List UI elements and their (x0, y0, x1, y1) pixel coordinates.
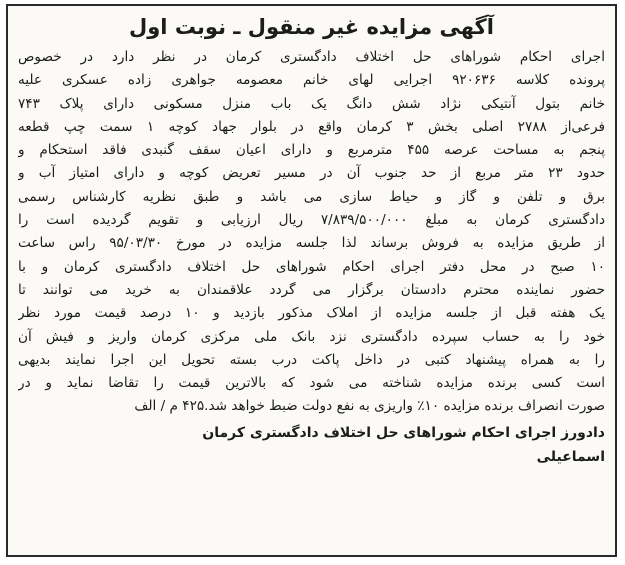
notice-line: دادگستری کرمان به مبلغ ۷/۸۳۹/۵۰۰/۰۰۰ ریال ارزیابی و تقویم گردیده است را (18, 212, 605, 229)
signer-name: اسماعیلی (536, 448, 605, 465)
notice-line: فرعی‌از ۲۷۸۸ اصلی بخش ۳ کرمان واقع در بلوار جهاد کوچه ۱ سمت چپ قطعه (18, 118, 605, 135)
notice-line: پنجم به مساحت عرصه ۴۵۵ مترمربع و دارای اعیان سقف گنبدی فاقد استحکام و (18, 142, 605, 159)
notice-body (8, 46, 615, 419)
notice-line: پرونده کلاسه ۹۲۰۶۳۶ اجرایی لهای خانم معصومه جواهری زاده عسکری علیه (18, 72, 605, 89)
notice-line: حضور نماینده محترم دادستان برگزار می گردد علاقمندان به خرید می توانند تا (18, 281, 605, 298)
notice-line: است کسی برنده مزایده شناخته می شود که بالاترین قیمت را تقاضا نماید و در (18, 375, 605, 392)
notice-line: یک هفته قبل از جلسه مزایده از املاک مذکور بازدید و ۱۰ درصد قیمت مورد نظر (18, 305, 605, 322)
notice-line: خود را به حساب سپرده دادگستری نزد بانک ملی مرکزی کرمان واریز و فیش آن (18, 328, 605, 345)
notice-line: صورت انصراف برنده مزایده ۱۰٪ واریزی به نفع دولت ضبط خواهد شد.۴۲۵ م / الف (134, 398, 605, 415)
notice-line: برق و تلفن و گاز و حیاط سازی می باشد و طبق نظریه کارشناس رسمی (18, 188, 605, 205)
notice-line: از طریق مزایده به فروش برساند لذا جلسه مزایده در مورخ ۹۵/۰۳/۳۰ راس ساعت (18, 235, 605, 252)
notice-line: اجرای احکام شوراهای حل اختلاف دادگستری کرمان در نظر دارد در خصوص (18, 49, 605, 65)
notice-line: خانم بتول آنتیکی نژاد شش دانگ یک باب منزل مسکونی دارای پلاک ۷۴۳ (18, 95, 605, 112)
signature-title: دادورز اجرای احکام شوراهای حل اختلاف دادگستری کرمان (202, 424, 605, 441)
notice-line: ۱۰ صبح در محل دفتر اجرای احکام شوراهای حل اختلاف دادگستری کرمان و با (18, 258, 605, 275)
auction-notice (6, 4, 617, 557)
notice-footer (8, 419, 615, 469)
notice-line: حدود ۲۳ متر مربع از حد جنوب آن در مسیر تعریض کوچه و دارای امتیاز آب و (18, 165, 605, 182)
notice-title: آگهی مزایده غیر منقول ـ نوبت اول (129, 15, 494, 39)
notice-line: را به همراه پیشنهاد کتبی در داخل پاکت درب بسته تحویل این اجرا نمایند بدیهی (18, 351, 605, 368)
